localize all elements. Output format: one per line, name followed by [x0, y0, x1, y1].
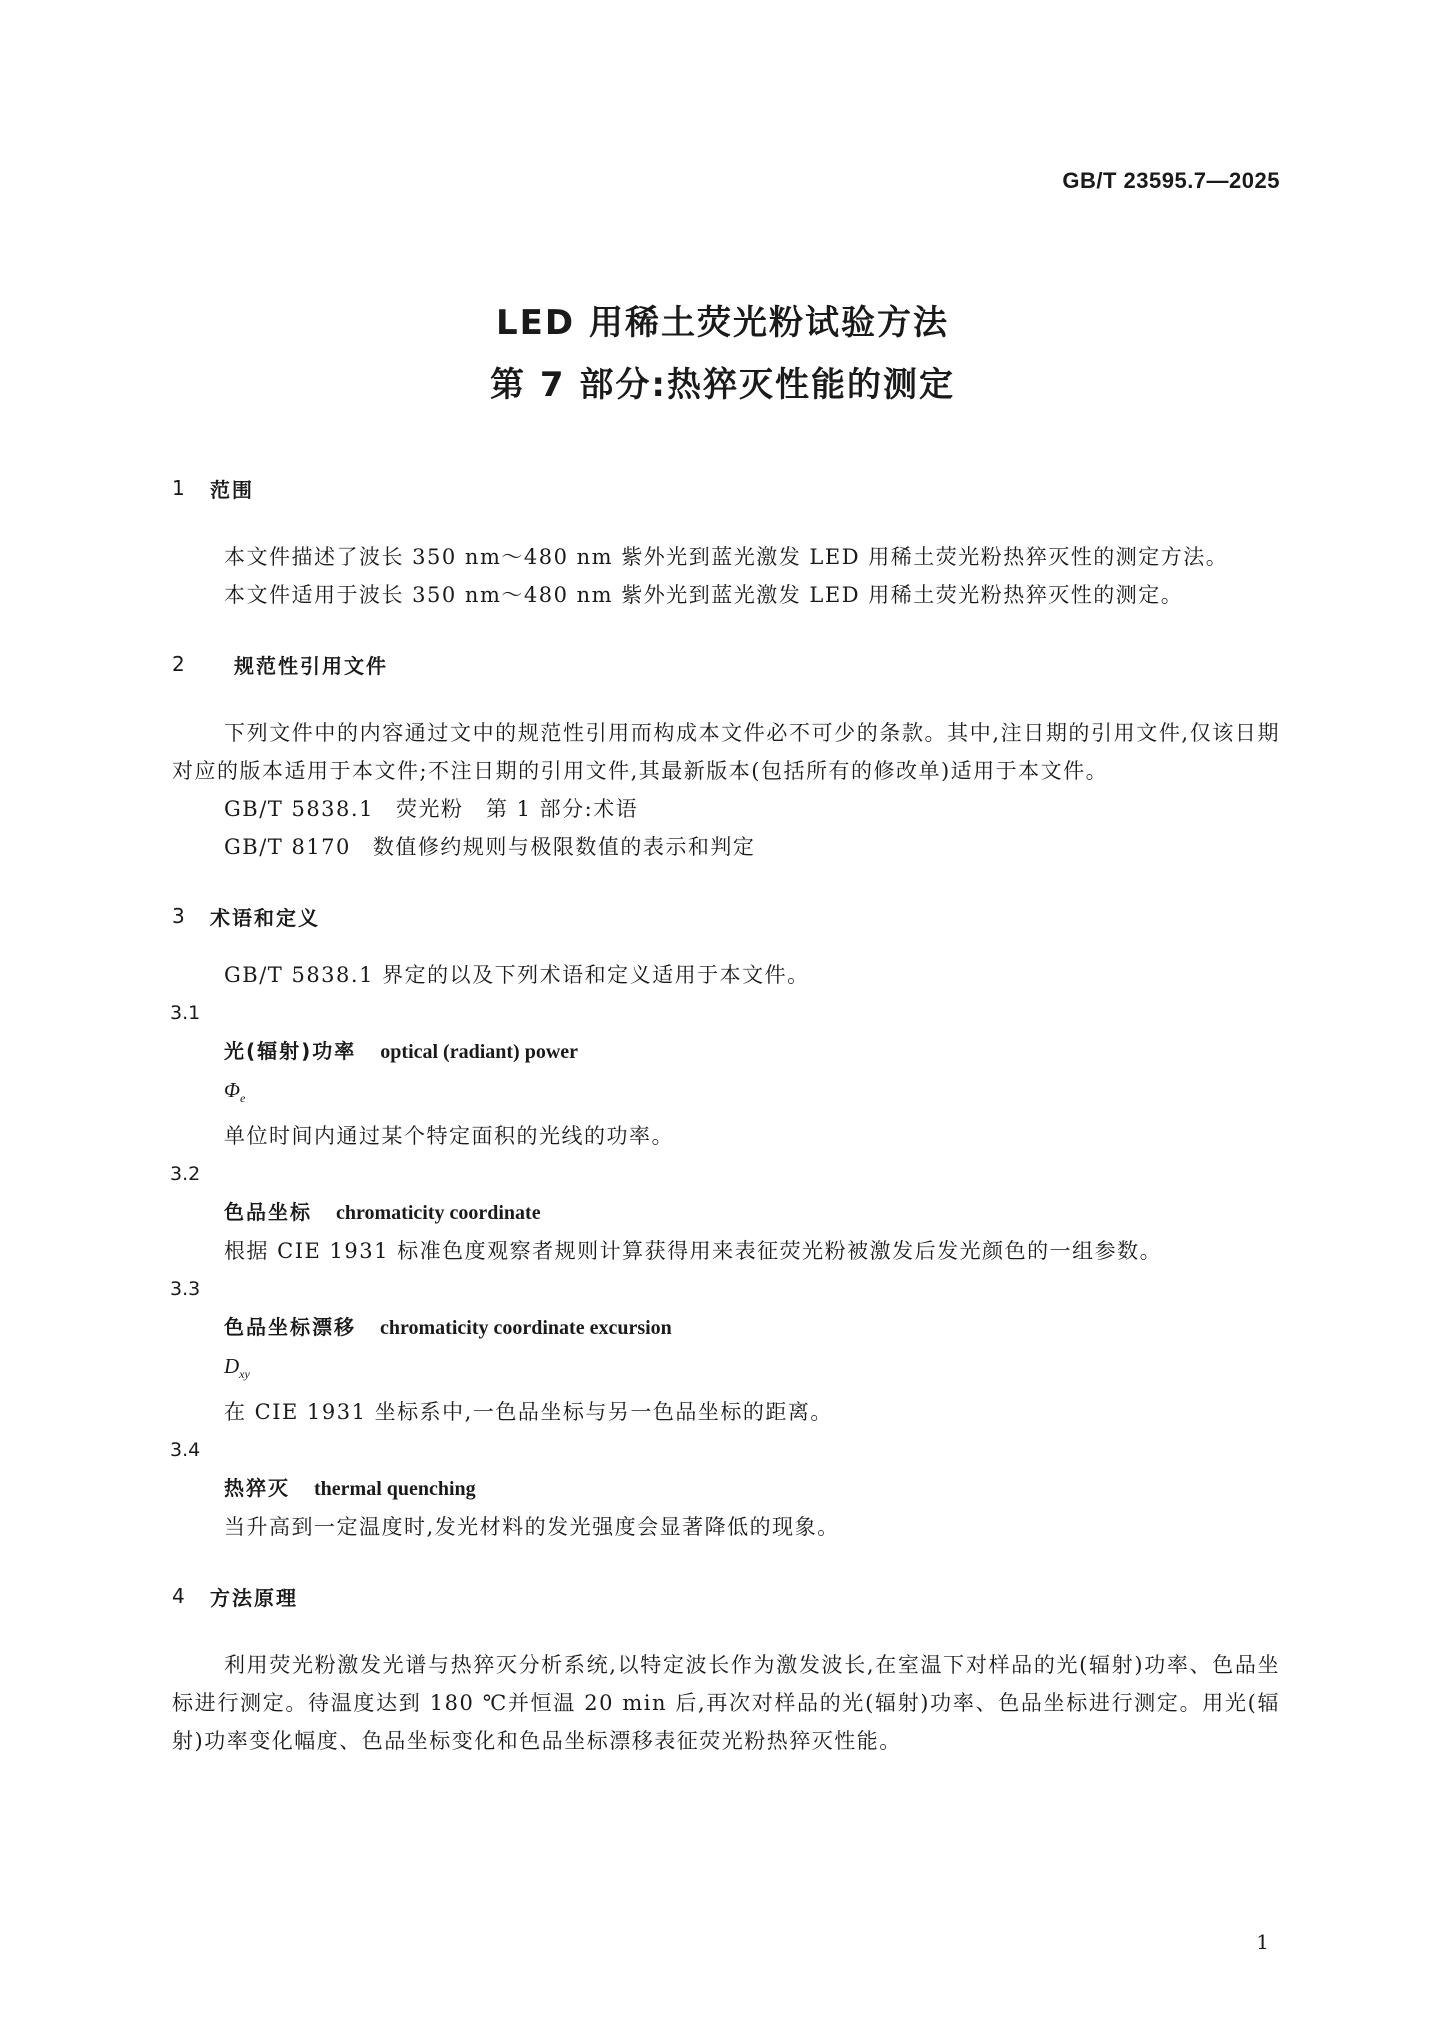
section-title: 范围: [210, 477, 254, 502]
term-definition: 当升高到一定温度时,发光材料的发光强度会显著降低的现象。: [224, 1515, 840, 1540]
term-symbol: [172, 1347, 1280, 1393]
title-block: [0, 292, 1445, 416]
paragraph: 利用荧光粉激发光谱与热猝灭分析系统,以特定波长作为激发波长,在室温下对样品的光(辐射)功率、色品坐标进行测定。待温度达到 180 ℃并恒温 20 min 后,再次对样品的光(辐射)功率、色品坐标进行测定。用光(辐射)功率变化幅度、色品坐标变化和色品坐标漂移表征荧光粉热猝灭性能。: [172, 1653, 1280, 1754]
section-heading-1: [172, 470, 1280, 506]
term-name: [172, 1469, 1280, 1508]
document-body: [172, 470, 1280, 1760]
term-zh: 色品坐标漂移: [224, 1315, 356, 1340]
symbol-main: Φ: [224, 1078, 240, 1102]
section-heading-4: [172, 1578, 1280, 1614]
symbol-sub: xy: [239, 1367, 250, 1382]
term-en: chromaticity coordinate excursion: [380, 1317, 672, 1340]
page-number: 1: [1256, 1930, 1269, 1954]
section-title: 方法原理: [210, 1585, 298, 1610]
term-en: chromaticity coordinate: [336, 1202, 541, 1225]
section-heading-3: [172, 898, 1280, 934]
title-line-2: 第 7 部分:热猝灭性能的测定: [490, 365, 955, 405]
section-number: 2: [172, 652, 187, 676]
symbol-main: D: [224, 1354, 240, 1379]
term-definition: 根据 CIE 1931 标准色度观察者规则计算获得用来表征荧光粉被激发后发光颜色的一组参数。: [224, 1239, 1163, 1264]
paragraph: 下列文件中的内容通过文中的规范性引用而构成本文件必不可少的条款。其中,注日期的引用文件,仅该日期对应的版本适用于本文件;不注日期的引用文件,其最新版本(包括所有的修改单)适用于本文件。: [172, 721, 1280, 783]
term-number: 3.1: [170, 1002, 201, 1024]
term-definition: 单位时间内通过某个特定面积的光线的功率。: [224, 1124, 674, 1149]
paragraph: GB/T 5838.1 界定的以及下列术语和定义适用于本文件。: [224, 963, 810, 987]
term-name: [172, 1193, 1280, 1232]
reference-item: [172, 828, 1280, 866]
section-heading-2: [172, 646, 1280, 682]
reference-title: 荧光粉 第 1 部分:术语: [395, 797, 639, 821]
title-line-1: LED 用稀土荧光粉试验方法: [496, 303, 949, 343]
term-name: [172, 1308, 1280, 1347]
reference-title: 数值修约规则与极限数值的表示和判定: [372, 835, 756, 859]
term-number: 3.2: [170, 1163, 201, 1186]
section-title: 术语和定义: [210, 905, 320, 930]
term-definition: 在 CIE 1931 坐标系中,一色品坐标与另一色品坐标的距离。: [224, 1400, 833, 1425]
term-en: optical (radiant) power: [380, 1041, 579, 1063]
reference-code: GB/T 5838.1: [224, 797, 374, 821]
term-number: 3.3: [170, 1278, 201, 1301]
term-symbol: [172, 1071, 1280, 1117]
term-name: [172, 1032, 1280, 1071]
term-zh: 热猝灭: [224, 1476, 290, 1501]
term-zh: 光(辐射)功率: [224, 1039, 357, 1063]
section-number: 1: [172, 476, 187, 500]
section-title: 规范性引用文件: [234, 653, 388, 678]
section-number: 3: [172, 904, 187, 928]
section-number: 4: [172, 1584, 187, 1609]
term-number: 3.4: [170, 1439, 201, 1462]
document-code: GB/T 23595.7—2025: [1062, 168, 1280, 193]
paragraph: 本文件适用于波长 350 nm～480 nm 紫外光到蓝光激发 LED 用稀土荧光粉热猝灭性的测定。: [224, 583, 1184, 607]
reference-code: GB/T 8170: [224, 835, 351, 859]
term-zh: 色品坐标: [224, 1200, 312, 1225]
paragraph: 本文件描述了波长 350 nm～480 nm 紫外光到蓝光激发 LED 用稀土荧光粉热猝灭性的测定方法。: [224, 545, 1229, 569]
reference-item: [172, 790, 1280, 828]
term-en: thermal quenching: [314, 1478, 476, 1501]
symbol-sub: e: [240, 1091, 246, 1106]
